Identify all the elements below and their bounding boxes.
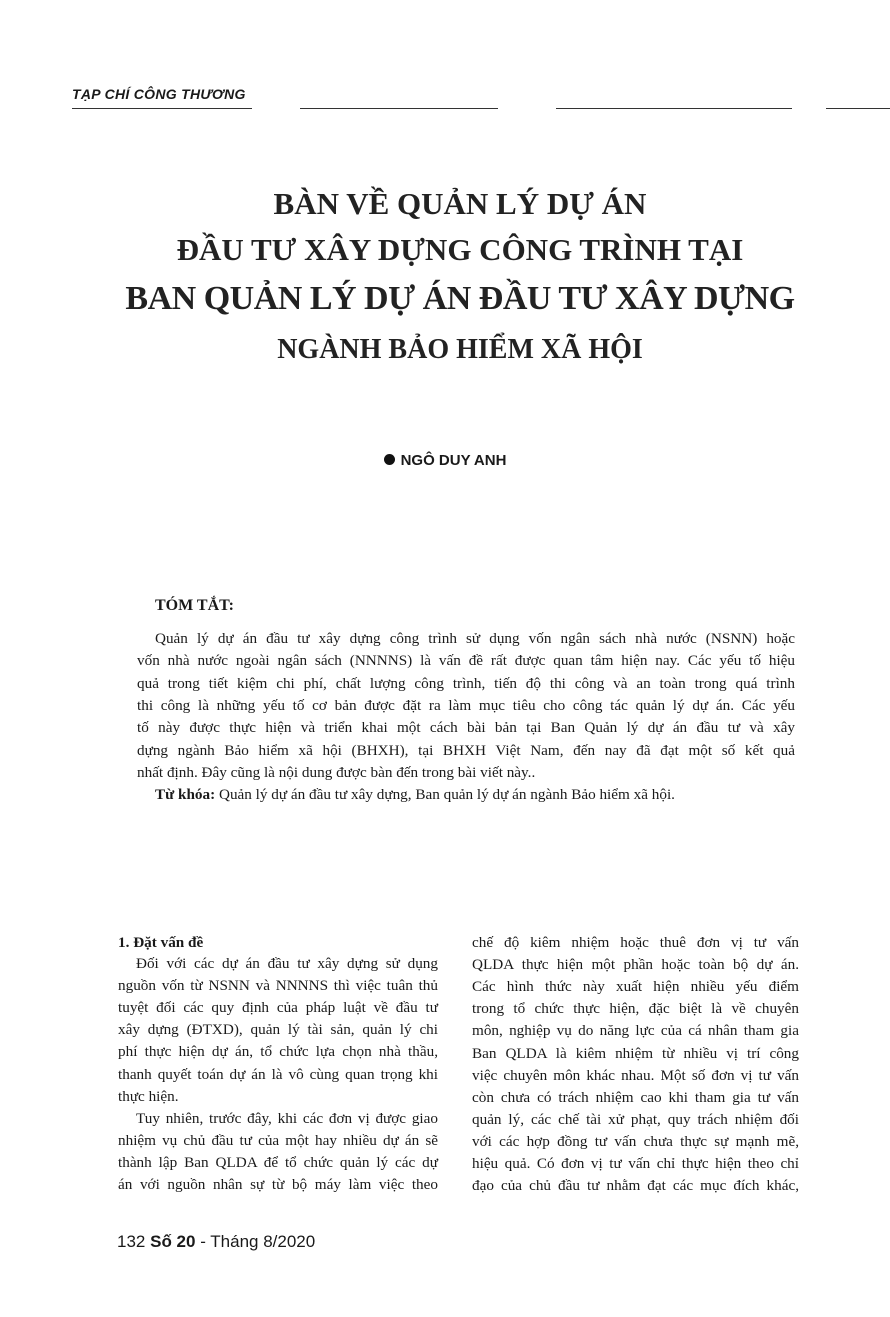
text-line: án với nguồn nhân sự từ bộ máy làm việc theo (118, 1176, 438, 1193)
header-rule (826, 108, 890, 109)
text-line: hiệu quả. Có đơn vị tư vấn chỉ thực hiện theo chỉ (472, 1155, 799, 1172)
header-rule (300, 108, 498, 109)
text-line: trong tổ chức thực hiện, đặc biệt là về chuyên (472, 1000, 799, 1018)
bullet-icon (384, 454, 395, 465)
text-line: Các hình thức này xuất hiện nhiều yếu điểm (472, 978, 799, 996)
text-line: Ban QLDA là kiêm nhiệm từ nhiều vị trí công (472, 1044, 799, 1062)
text-line: xây dựng (ĐTXD), quản lý tài sản, quản lý chi (118, 1021, 438, 1039)
section-title: 1. Đặt vấn đề (118, 934, 204, 951)
text-line: tố này được thực hiện và triển khai một cách bài bản tại Ban Quản lý dự án đầu tư và xây (137, 719, 795, 737)
article-title-line: NGÀNH BẢO HIỂM XÃ HỘI (277, 334, 643, 365)
text-line: thành lập Ban QLDA để tổ chức quản lý các dự (118, 1153, 438, 1171)
text-line: tuyệt đối các quy định của pháp luật về đầu tư (118, 999, 438, 1017)
text-line: thanh quyết toán dự án là vô cùng quan trọng khi (118, 1065, 438, 1083)
header-rule (72, 108, 252, 109)
journal-name: TẠP CHÍ CÔNG THƯƠNG (72, 86, 246, 102)
text-line: chế độ kiêm nhiệm hoặc thuê đơn vị tư vấn (472, 934, 799, 951)
page-footer (117, 1232, 315, 1252)
text-line: Đối với các dự án đầu tư xây dựng sử dụng (136, 955, 438, 972)
article-title-line: BAN QUẢN LÝ DỰ ÁN ĐẦU TƯ XÂY DỰNG (125, 280, 795, 317)
text-line: đạo của chủ đầu tư nhằm đạt các mục đích khác, (472, 1177, 799, 1195)
article-title-line: ĐẦU TƯ XÂY DỰNG CÔNG TRÌNH TẠI (176, 232, 744, 267)
page-number: 132 (117, 1232, 146, 1251)
text-line: thực hiện. (118, 1087, 179, 1105)
author-name: NGÔ DUY ANH (400, 452, 507, 469)
keywords-label: Từ khóa: (155, 786, 216, 803)
text-line: Tuy nhiên, trước đây, khi các đơn vị được giao (136, 1109, 438, 1127)
text-line: còn chưa có trách nhiệm cao khi tham gia tư vấn (472, 1088, 799, 1106)
text-line: phí thực hiện dự án, tổ chức lựa chọn nhà thầu, (118, 1043, 438, 1061)
text-line: nguồn vốn từ NSNN và NNNNS thì việc tuân thủ (118, 977, 438, 995)
text-line: dựng ngành Bảo hiểm xã hội (BHXH), tại BHXH Việt Nam, đến nay đã đạt một số kết quả (137, 741, 795, 759)
author (0, 452, 890, 469)
text-line: việc chuyên môn khác nhau. Một số đơn vị tư vấn (472, 1066, 799, 1084)
text-line: Quản lý dự án đầu tư xây dựng công trình sử dụng vốn ngân sách nhà nước (NSNN) hoặc (155, 630, 795, 647)
article-title-line: BÀN VỀ QUẢN LÝ DỰ ÁN (273, 186, 647, 221)
keywords (155, 784, 795, 806)
issue-date: - Tháng 8/2020 (195, 1232, 316, 1251)
keywords-text: Quản lý dự án đầu tư xây dựng, Ban quản lý dự án ngành Bảo hiểm xã hội. (215, 786, 675, 803)
header-rule (556, 108, 792, 109)
text-line: QLDA thực hiện một phần hoặc toàn bộ dự án. (472, 956, 799, 974)
text-line: quản lý, các chế tài xử phạt, quy trách nhiệm đối (472, 1110, 799, 1128)
issue-number: Số 20 (150, 1232, 196, 1251)
text-line: nhất định. Đây cũng là nội dung được bàn đến trong bài viết này.. (137, 763, 536, 781)
text-line: với các hợp đồng tư vấn chưa thực sự mạnh mẽ, (472, 1132, 799, 1150)
text-line: nhiệm vụ chủ đầu tư của một hay nhiều dự án sẽ (118, 1131, 438, 1149)
text-line: môn, nghiệp vụ do năng lực của cá nhân tham gia (472, 1022, 799, 1040)
text-line: vốn nhà nước ngoài ngân sách (NNNNS) là vấn đề rất được quan tâm hiện nay. Các yếu tố hiệu (137, 652, 795, 670)
abstract-heading: TÓM TẮT: (155, 597, 234, 614)
text-line: thi công là những yếu tố cơ bản được đặt ra làm mục tiêu cho công tác quản lý dự án. Các yếu (137, 696, 795, 714)
text-line: quả trong tiết kiệm chi phí, chất lượng công trình, tiến độ thi công và an toàn trong quá trình (137, 674, 795, 692)
